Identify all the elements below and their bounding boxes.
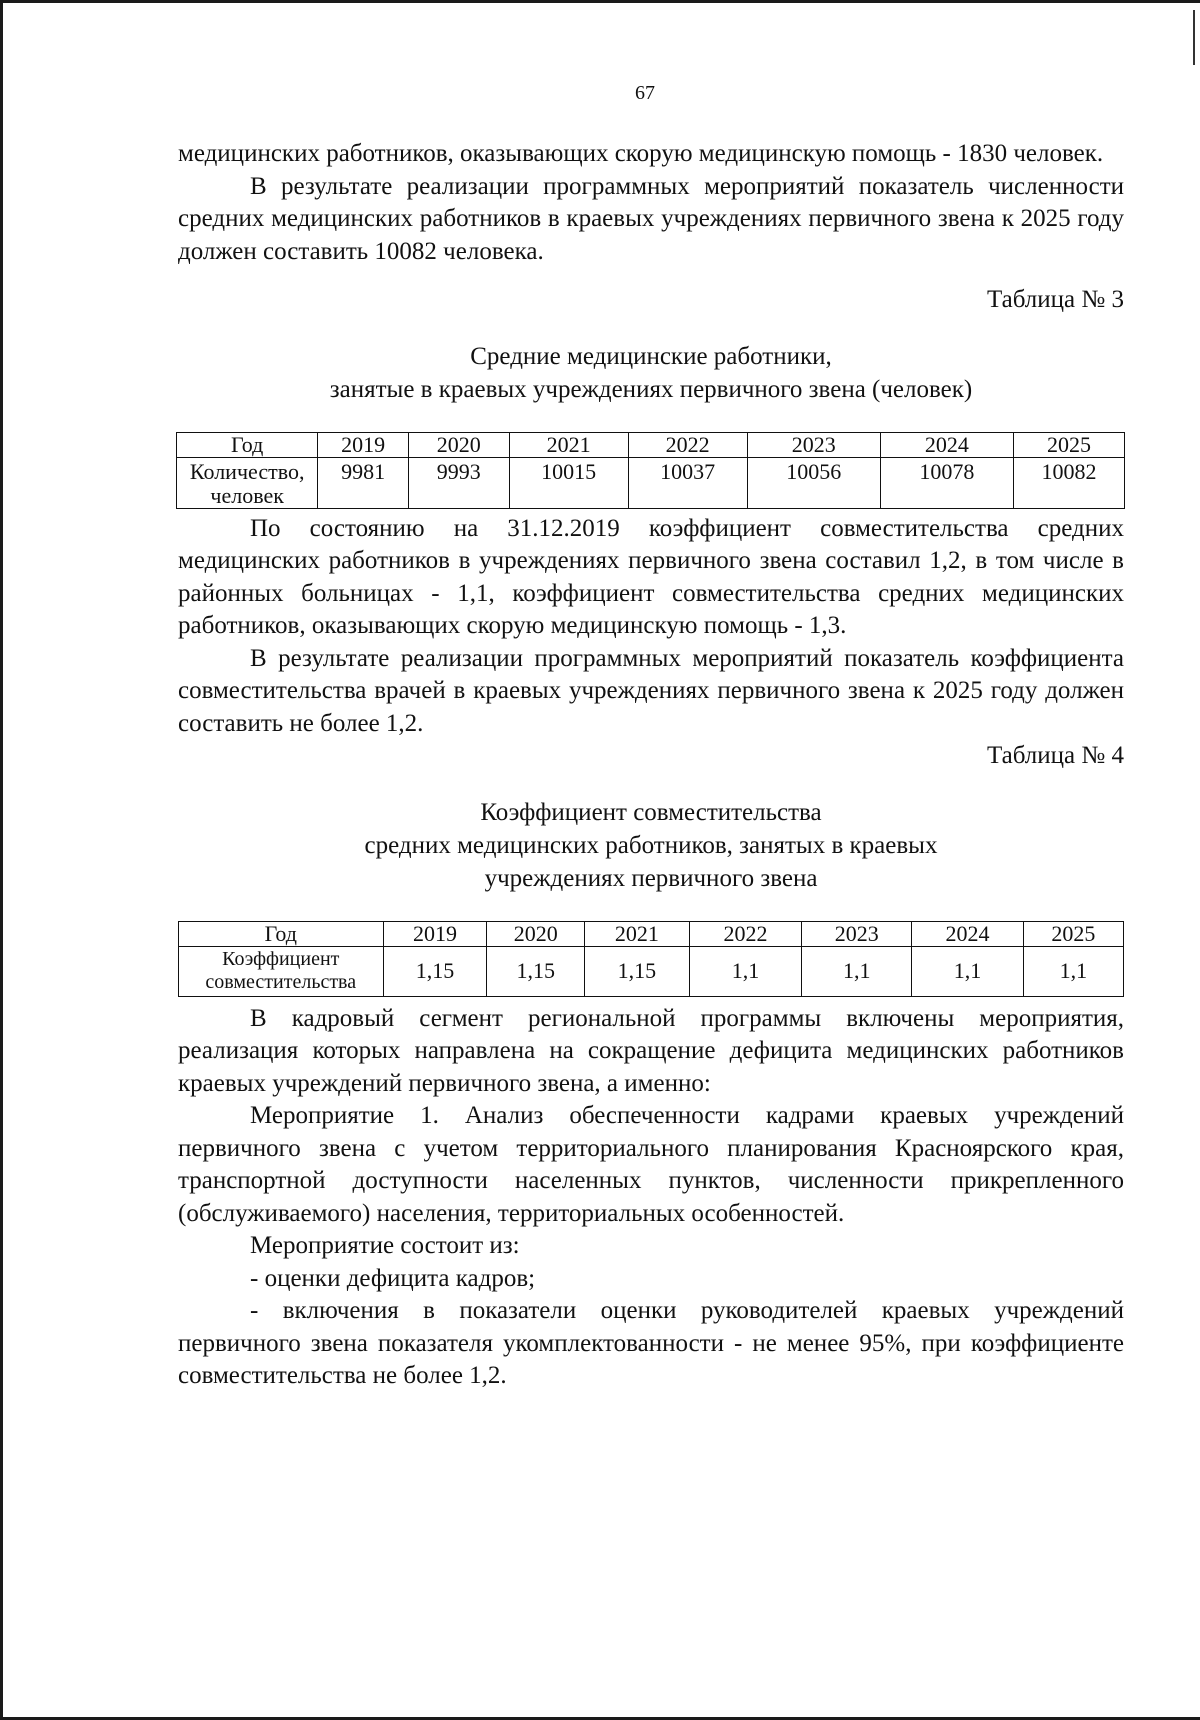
table-3 (176, 432, 1125, 509)
table-4-title-line: средних медицинских работников, занятых в краевых (364, 831, 938, 859)
row-label-cell: Количество, человек (177, 457, 318, 508)
table-4-title-line: учреждениях первичного звена (484, 864, 818, 892)
header-cell: 2019 (318, 432, 409, 457)
paragraph: В результате реализации программных мероприятий показатель коэффициента совместительства врачей в краевых учреждениях первичного звена к 2025 году должен составить не более 1,2. (178, 644, 1124, 737)
header-cell: 2021 (509, 432, 628, 457)
table-3-title-line: занятые в краевых учреждениях первичного звена (человек) (329, 375, 973, 403)
value-cell: 10082 (1014, 457, 1125, 508)
header-cell: 2025 (1014, 432, 1125, 457)
header-cell: 2021 (584, 921, 689, 946)
value-cell: 1,15 (584, 946, 689, 996)
row-label-cell: Коэффициент совместительства (179, 946, 384, 996)
table-4-label: Таблица № 4 (986, 742, 1124, 769)
header-cell: 2020 (487, 921, 585, 946)
table-header-row (177, 432, 1125, 457)
header-cell-year: Год (179, 921, 384, 946)
document-body (178, 138, 1124, 1393)
header-cell: 2023 (802, 921, 912, 946)
value-cell: 1,15 (487, 946, 585, 996)
value-cell: 10056 (747, 457, 880, 508)
table-4-title (178, 796, 1124, 895)
value-cell: 10037 (628, 457, 747, 508)
header-cell: 2022 (628, 432, 747, 457)
table-row (177, 457, 1125, 508)
paragraph: В результате реализации программных мероприятий показатель численности средних медицинских работников в краевых учреждениях первичного звена к 2025 году должен составить 10082 человека. (178, 172, 1124, 265)
header-cell: 2025 (1023, 921, 1123, 946)
value-cell: 9993 (408, 457, 509, 508)
scan-border-right (1193, 10, 1195, 65)
paragraph: Мероприятие состоит из: (250, 1232, 520, 1259)
paragraph: В кадровый сегмент региональной программы включены мероприятия, реализация которых направлена на сокращение дефицита медицинских работников краевых учреждений первичного звена, а именно: (178, 1004, 1124, 1097)
page-number: 67 (635, 82, 655, 104)
header-cell: 2023 (747, 432, 880, 457)
scan-border-top (0, 0, 1200, 3)
value-cell: 1,1 (689, 946, 801, 996)
value-cell: 10015 (509, 457, 628, 508)
header-cell: 2024 (912, 921, 1023, 946)
value-cell: 1,1 (1023, 946, 1123, 996)
table-4-title-line: Коэффициент совместительства (480, 798, 822, 826)
list-item: - включения в показатели оценки руководителей краевых учреждений первичного звена показателя укомплектованности - не менее 95%, при коэффициенте совместительства не более 1,2. (178, 1297, 1124, 1389)
list-item: - оценки дефицита кадров; (250, 1264, 536, 1292)
value-cell: 1,1 (912, 946, 1023, 996)
value-cell: 1,15 (383, 946, 487, 996)
paragraph: По состоянию на 31.12.2019 коэффициент совместительства средних медицинских работников в учреждениях первичного звена составил 1,2, в том числе в районных больницах - 1,1, коэффициент совместительства средних медицинских работников, оказывающих скорую медицинскую помощь - 1,3. (178, 514, 1124, 639)
scan-border-left (0, 0, 3, 1720)
paragraph: Мероприятие 1. Анализ обеспеченности кадрами краевых учреждений первичного звена с учетом территориального планирования Красноярского края, транспортной доступности населенных пунктов, численности прикрепленного (обслуживаемого) населения, территориальных особенностей. (178, 1102, 1124, 1227)
value-cell: 10078 (880, 457, 1013, 508)
header-cell: 2024 (880, 432, 1013, 457)
header-cell: 2019 (383, 921, 487, 946)
table-3-title-line: Средние медицинские работники, (470, 342, 832, 370)
table-header-row (179, 921, 1124, 946)
table-4 (178, 921, 1124, 997)
header-cell: 2020 (408, 432, 509, 457)
table-3-label: Таблица № 3 (986, 286, 1124, 313)
value-cell: 9981 (318, 457, 409, 508)
table-3-title (178, 340, 1124, 406)
header-cell-year: Год (177, 432, 318, 457)
value-cell: 1,1 (802, 946, 912, 996)
paragraph: медицинских работников, оказывающих скорую медицинскую помощь - 1830 человек. (178, 140, 1104, 167)
table-row (179, 946, 1124, 996)
header-cell: 2022 (689, 921, 801, 946)
